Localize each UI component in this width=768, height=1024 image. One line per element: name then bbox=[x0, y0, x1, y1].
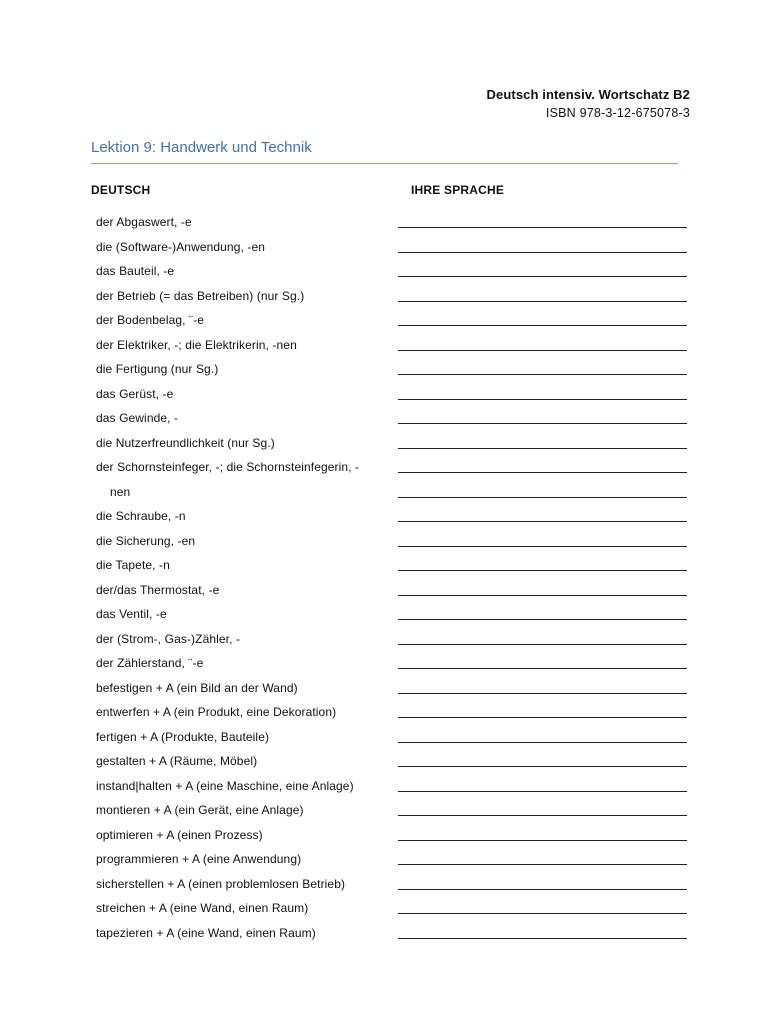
vocab-term: nen bbox=[110, 484, 131, 499]
vocab-term: der Zählerstand, ¨-e bbox=[96, 656, 204, 670]
vocab-row bbox=[0, 872, 768, 897]
vocab-term: entwerfen + A (ein Produkt, eine Dekoration) bbox=[96, 705, 337, 719]
answer-line bbox=[398, 301, 687, 302]
vocab-row bbox=[0, 847, 768, 872]
vocab-term: die (Software-)Anwendung, -en bbox=[96, 239, 265, 254]
vocab-term: streichen + A (eine Wand, einen Raum) bbox=[96, 901, 309, 915]
vocab-term: der Elektriker, -; die Elektrikerin, -nen bbox=[96, 337, 297, 352]
vocab-row bbox=[0, 382, 768, 407]
answer-line bbox=[398, 472, 687, 473]
vocab-row bbox=[0, 431, 768, 456]
answer-line bbox=[398, 938, 687, 939]
vocab-term: die Nutzerfreundlichkeit (nur Sg.) bbox=[96, 435, 275, 450]
vocab-row bbox=[0, 676, 768, 701]
vocab-row bbox=[0, 259, 768, 284]
answer-line bbox=[398, 913, 687, 914]
vocab-term: montieren + A (ein Gerät, eine Anlage) bbox=[96, 803, 304, 817]
vocab-row bbox=[0, 210, 768, 235]
answer-line bbox=[398, 521, 687, 522]
column-header-german: DEUTSCH bbox=[91, 183, 151, 197]
vocab-term: das Bauteil, -e bbox=[96, 264, 175, 278]
vocab-term: das Gerüst, -e bbox=[96, 386, 174, 401]
vocab-row bbox=[0, 308, 768, 333]
document-header bbox=[487, 86, 690, 122]
answer-line bbox=[398, 325, 687, 326]
answer-line bbox=[398, 668, 687, 669]
vocab-term: sicherstellen + A (einen problemlosen Betrieb) bbox=[96, 876, 346, 891]
vocab-term: tapezieren + A (eine Wand, einen Raum) bbox=[96, 925, 316, 940]
answer-line bbox=[398, 644, 687, 645]
answer-line bbox=[398, 791, 687, 792]
vocab-row bbox=[0, 700, 768, 725]
answer-line bbox=[398, 374, 687, 375]
vocab-term: der/das Thermostat, -e bbox=[96, 582, 220, 597]
vocab-row bbox=[0, 896, 768, 921]
answer-line bbox=[398, 399, 687, 400]
answer-line bbox=[398, 350, 687, 351]
answer-line bbox=[398, 717, 687, 718]
vocab-row bbox=[0, 651, 768, 676]
answer-line bbox=[398, 252, 687, 253]
vocab-term: das Ventil, -e bbox=[96, 607, 167, 621]
answer-line bbox=[398, 546, 687, 547]
vocab-term: der Abgaswert, -e bbox=[96, 215, 192, 229]
answer-line bbox=[398, 840, 687, 841]
vocab-row bbox=[0, 357, 768, 382]
answer-line bbox=[398, 227, 687, 228]
vocab-row bbox=[0, 235, 768, 260]
vocab-term: gestalten + A (Räume, Möbel) bbox=[96, 754, 258, 768]
column-header-your-language: IHRE SPRACHE bbox=[411, 183, 505, 197]
answer-line bbox=[398, 570, 687, 571]
vocab-row bbox=[0, 774, 768, 799]
answer-line bbox=[398, 276, 687, 277]
answer-line bbox=[398, 742, 687, 743]
answer-line bbox=[398, 815, 687, 816]
vocab-row bbox=[0, 578, 768, 603]
answer-line bbox=[398, 619, 687, 620]
vocab-term: die Fertigung (nur Sg.) bbox=[96, 362, 219, 376]
vocab-term: befestigen + A (ein Bild an der Wand) bbox=[96, 680, 298, 695]
vocabulary-list bbox=[0, 210, 768, 945]
answer-line bbox=[398, 423, 687, 424]
answer-line bbox=[398, 595, 687, 596]
book-title: Deutsch intensiv. Wortschatz B2 bbox=[486, 87, 690, 102]
answer-line bbox=[398, 448, 687, 449]
vocab-row bbox=[0, 553, 768, 578]
vocab-term: der Bodenbelag, ¨-e bbox=[96, 313, 204, 327]
vocab-term: optimieren + A (einen Prozess) bbox=[96, 827, 263, 842]
vocab-row bbox=[0, 406, 768, 431]
vocab-term: die Sicherung, -en bbox=[96, 533, 196, 548]
title-underline bbox=[91, 163, 678, 164]
vocab-term: der Schornsteinfeger, -; die Schornsteinfegerin, - bbox=[96, 460, 360, 474]
vocab-row bbox=[0, 921, 768, 946]
vocab-row bbox=[0, 455, 768, 480]
vocab-term: die Tapete, -n bbox=[96, 558, 170, 572]
vocab-row bbox=[0, 284, 768, 309]
vocab-row bbox=[0, 529, 768, 554]
vocab-row-continuation bbox=[0, 480, 768, 505]
answer-line bbox=[398, 693, 687, 694]
vocab-term: das Gewinde, - bbox=[96, 411, 179, 425]
vocab-term: instand|halten + A (eine Maschine, eine Anlage) bbox=[96, 778, 354, 793]
vocab-term: die Schraube, -n bbox=[96, 509, 186, 523]
answer-line bbox=[398, 889, 687, 890]
vocab-row bbox=[0, 725, 768, 750]
answer-line bbox=[398, 497, 687, 498]
vocab-row bbox=[0, 333, 768, 358]
vocab-term: programmieren + A (eine Anwendung) bbox=[96, 852, 302, 866]
vocab-row bbox=[0, 823, 768, 848]
vocab-term: der Betrieb (= das Betreiben) (nur Sg.) bbox=[96, 288, 305, 303]
answer-line bbox=[398, 864, 687, 865]
vocab-row bbox=[0, 749, 768, 774]
isbn-number: ISBN 978-3-12-675078-3 bbox=[545, 106, 690, 120]
vocab-term: fertigen + A (Produkte, Bauteile) bbox=[96, 729, 270, 744]
vocab-row bbox=[0, 504, 768, 529]
lesson-title: Lektion 9: Handwerk und Technik bbox=[91, 139, 312, 156]
answer-line bbox=[398, 766, 687, 767]
vocab-row bbox=[0, 627, 768, 652]
vocab-row bbox=[0, 798, 768, 823]
vocab-term: der (Strom-, Gas-)Zähler, - bbox=[96, 631, 241, 646]
vocab-row bbox=[0, 602, 768, 627]
